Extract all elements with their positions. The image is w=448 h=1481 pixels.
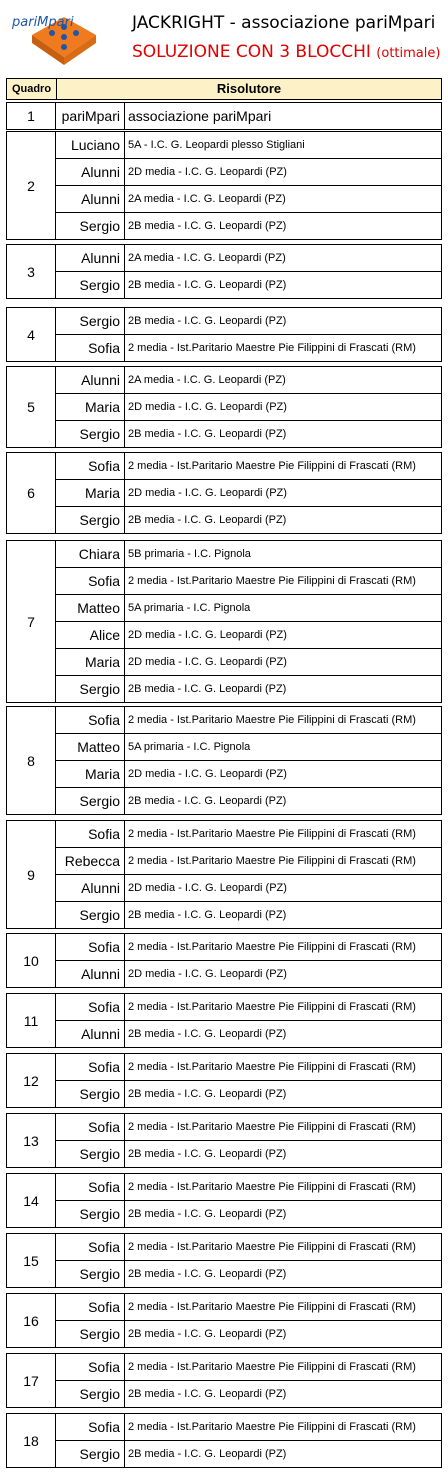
solver-school: 2B media - I.C. G. Leopardi (PZ)	[128, 279, 287, 291]
solver-name: Sergio	[55, 1141, 125, 1168]
quadro-number: 11	[23, 1012, 39, 1029]
quadro-number: 18	[23, 1432, 39, 1449]
quadro-block	[6, 993, 442, 1048]
solver-school: 2B media - I.C. G. Leopardi (PZ)	[128, 428, 287, 440]
table-row	[55, 272, 441, 299]
solver-name: Sofia	[55, 994, 125, 1021]
solver-school: 2B media - I.C. G. Leopardi (PZ)	[128, 1448, 287, 1460]
solver-name: Sergio	[55, 788, 125, 815]
table-row	[55, 1054, 441, 1081]
solver-name: Sofia	[55, 821, 125, 848]
table-row	[55, 335, 441, 362]
header	[6, 5, 442, 74]
quadro-block	[6, 1353, 442, 1408]
solver-name: Sofia	[55, 1054, 125, 1081]
solver-name: Sergio	[55, 507, 125, 534]
table-row	[55, 622, 441, 649]
solver-school: 2 media - Ist.Paritario Maestre Pie Filippini di Frascati (RM)	[125, 1174, 441, 1201]
solver-name: Sergio	[55, 676, 125, 703]
solver-name: Alunni	[55, 961, 125, 988]
solver-school: 2D media - I.C. G. Leopardi (PZ)	[125, 159, 441, 186]
table-row	[55, 848, 441, 875]
table-row	[55, 1321, 441, 1348]
solver-school: 2 media - Ist.Paritario Maestre Pie Filippini di Frascati (RM)	[125, 568, 441, 595]
table-row	[55, 1414, 441, 1441]
quadro-number: 15	[23, 1252, 39, 1269]
solver-name: Sofia	[55, 568, 125, 595]
quadro-block	[6, 820, 442, 929]
solver-name: Matteo	[55, 734, 125, 761]
solver-name: Sergio	[55, 902, 125, 929]
table-row	[55, 902, 441, 929]
table-row	[55, 1201, 441, 1228]
solver-name: Maria	[55, 394, 125, 421]
table-row	[55, 788, 441, 815]
solver-school: 2 media - Ist.Paritario Maestre Pie Filippini di Frascati (RM)	[125, 453, 441, 480]
table-row	[55, 1441, 441, 1468]
quadro-block	[6, 1413, 442, 1468]
solver-name: Alunni	[55, 159, 125, 186]
table-row	[55, 245, 441, 272]
solver-school: 2D media - I.C. G. Leopardi (PZ)	[125, 649, 441, 676]
quadro-number: 16	[23, 1312, 39, 1329]
solver-name: Alunni	[55, 367, 125, 394]
solver-school: 5A primaria - I.C. Pignola	[125, 734, 441, 761]
solver-name: Alunni	[55, 245, 125, 272]
solver-school: 2B media - I.C. G. Leopardi (PZ)	[128, 909, 287, 921]
solver-school: 2 media - Ist.Paritario Maestre Pie Filippini di Frascati (RM)	[125, 994, 441, 1021]
table-row	[55, 1294, 441, 1321]
solver-name: Sofia	[55, 1174, 125, 1201]
solver-school: 2 media - Ist.Paritario Maestre Pie Filippini di Frascati (RM)	[125, 1114, 441, 1141]
col-quadro: Quadro	[7, 79, 57, 99]
solver-school: 2D media - I.C. G. Leopardi (PZ)	[128, 968, 287, 980]
subtitle-note: (ottimale)	[376, 46, 441, 61]
table-row	[55, 734, 441, 761]
page-subtitle	[132, 42, 440, 62]
solver-name: Sofia	[55, 934, 125, 961]
solver-school: 2A media - I.C. G. Leopardi (PZ)	[125, 186, 441, 213]
solver-school: 2B media - I.C. G. Leopardi (PZ)	[128, 1088, 287, 1100]
solver-school: 2 media - Ist.Paritario Maestre Pie Filippini di Frascati (RM)	[125, 821, 441, 848]
solver-name: Alunni	[55, 875, 125, 902]
solver-name: Sergio	[55, 1321, 125, 1348]
solver-school: 2 media - Ist.Paritario Maestre Pie Filippini di Frascati (RM)	[128, 342, 416, 354]
solver-name: Sergio	[55, 1441, 125, 1468]
page-title: JACKRIGHT - associazione pariMpari	[132, 13, 436, 33]
solver-school: 2D media - I.C. G. Leopardi (PZ)	[125, 480, 441, 507]
solver-name: Sergio	[55, 1261, 125, 1288]
quadro-block	[6, 452, 442, 534]
quadro-block	[6, 1173, 442, 1228]
table-row	[55, 421, 441, 448]
quadro-number: 17	[23, 1372, 39, 1389]
solver-name: Sofia	[55, 1294, 125, 1321]
solver-name: Sergio	[55, 213, 125, 240]
quadro-number: 3	[27, 263, 35, 280]
solver-school: 2 media - Ist.Paritario Maestre Pie Filippini di Frascati (RM)	[125, 707, 441, 734]
quadro-block	[6, 706, 442, 815]
table-row	[55, 676, 441, 703]
quadro-block	[6, 1053, 442, 1108]
table-row	[55, 934, 441, 961]
solver-name: Matteo	[55, 595, 125, 622]
quadro-number: 1	[27, 108, 35, 124]
quadro-block	[6, 244, 442, 299]
solver-name: Alice	[55, 622, 125, 649]
table-row	[55, 1081, 441, 1108]
table-row	[55, 1174, 441, 1201]
parimpari-logo	[6, 5, 122, 73]
solver-school: 2B media - I.C. G. Leopardi (PZ)	[125, 308, 441, 335]
solver-school: associazione pariMpari	[128, 108, 272, 124]
table-row	[55, 595, 441, 622]
table-row	[55, 308, 441, 335]
quadro-number: 5	[27, 399, 35, 415]
table-row	[55, 994, 441, 1021]
solver-name: Sergio	[55, 421, 125, 448]
col-risolutore: Risolutore	[216, 81, 282, 96]
solver-name: Rebecca	[55, 848, 125, 875]
solver-school: 2A media - I.C. G. Leopardi (PZ)	[125, 367, 441, 394]
table-row	[55, 132, 441, 159]
table-row	[55, 761, 441, 788]
table-row	[55, 821, 441, 848]
logo-text: pariMpari	[12, 15, 74, 30]
table-row	[55, 1141, 441, 1168]
table-row	[55, 507, 441, 534]
solver-school: 2A media - I.C. G. Leopardi (PZ)	[125, 245, 441, 272]
solver-school: 2 media - Ist.Paritario Maestre Pie Filippini di Frascati (RM)	[125, 1294, 441, 1321]
table-row	[55, 453, 441, 480]
solver-name: Maria	[55, 649, 125, 676]
solver-school: 2D media - I.C. G. Leopardi (PZ)	[125, 622, 441, 649]
table-row	[55, 961, 441, 988]
table-row	[55, 394, 441, 421]
table-row	[55, 541, 441, 568]
solver-name: Maria	[55, 480, 125, 507]
solver-school: 2B media - I.C. G. Leopardi (PZ)	[128, 795, 287, 807]
solver-school: 2B media - I.C. G. Leopardi (PZ)	[128, 1148, 287, 1160]
solver-school: 2B media - I.C. G. Leopardi (PZ)	[128, 514, 287, 526]
quadro-block	[6, 131, 442, 240]
solver-name: Alunni	[55, 1021, 125, 1048]
quadro-block	[6, 102, 442, 130]
table-row	[55, 1114, 441, 1141]
solver-name: Luciano	[55, 132, 125, 159]
table-row	[55, 875, 441, 902]
solver-school: 5B primaria - I.C. Pignola	[125, 541, 441, 568]
quadro-block	[6, 1293, 442, 1348]
table-row	[55, 1381, 441, 1408]
solver-school: 2B media - I.C. G. Leopardi (PZ)	[128, 683, 287, 695]
solver-school: 2B media - I.C. G. Leopardi (PZ)	[128, 1208, 287, 1220]
solver-school: 2 media - Ist.Paritario Maestre Pie Filippini di Frascati (RM)	[125, 934, 441, 961]
solver-school: 2D media - I.C. G. Leopardi (PZ)	[125, 394, 441, 421]
solver-name: Maria	[55, 761, 125, 788]
quadro-number: 14	[23, 1192, 39, 1209]
solver-name: Sergio	[55, 1201, 125, 1228]
solver-school: 5A primaria - I.C. Pignola	[125, 595, 441, 622]
solver-school: 2D media - I.C. G. Leopardi (PZ)	[125, 761, 441, 788]
quadro-number: 10	[23, 952, 39, 969]
table-row	[55, 367, 441, 394]
table-row	[55, 1261, 441, 1288]
quadro-block	[6, 366, 442, 448]
quadro-number: 7	[27, 613, 35, 630]
table-row	[55, 1234, 441, 1261]
solver-school: 2 media - Ist.Paritario Maestre Pie Filippini di Frascati (RM)	[125, 1414, 441, 1441]
solver-name: Chiara	[55, 541, 125, 568]
quadro-number: 4	[27, 326, 35, 343]
solver-school: 2D media - I.C. G. Leopardi (PZ)	[125, 875, 441, 902]
quadro-number: 8	[27, 752, 35, 769]
solver-school: 2 media - Ist.Paritario Maestre Pie Filippini di Frascati (RM)	[125, 1234, 441, 1261]
table-row	[55, 568, 441, 595]
solver-name: Sergio	[55, 308, 125, 335]
quadro-block	[6, 540, 442, 703]
quadro-number: 9	[27, 866, 35, 883]
table-row	[55, 103, 441, 130]
quadro-block	[6, 1233, 442, 1288]
solver-school: 2B media - I.C. G. Leopardi (PZ)	[128, 1328, 287, 1340]
solver-name: Sofia	[55, 707, 125, 734]
quadro-number: 13	[23, 1132, 39, 1149]
solver-name: Sofia	[55, 335, 125, 362]
solver-school: 2B media - I.C. G. Leopardi (PZ)	[128, 1028, 287, 1040]
solver-school: 2B media - I.C. G. Leopardi (PZ)	[128, 1268, 287, 1280]
table-row	[55, 707, 441, 734]
solver-name: Sergio	[55, 1081, 125, 1108]
solver-school: 2 media - Ist.Paritario Maestre Pie Filippini di Frascati (RM)	[125, 848, 441, 875]
quadro-block	[6, 307, 442, 362]
table-row	[55, 1021, 441, 1048]
solver-name: Sergio	[55, 1381, 125, 1408]
quadro-number: 12	[23, 1072, 39, 1089]
table-row	[55, 1354, 441, 1381]
table-row	[55, 159, 441, 186]
solver-name: Sofia	[55, 1234, 125, 1261]
solver-school: 2 media - Ist.Paritario Maestre Pie Filippini di Frascati (RM)	[125, 1354, 441, 1381]
solver-name: Alunni	[55, 186, 125, 213]
quadro-block	[6, 933, 442, 988]
subtitle-main: SOLUZIONE CON 3 BLOCCHI	[132, 42, 371, 62]
table-row	[55, 186, 441, 213]
solver-name: Sofia	[55, 1114, 125, 1141]
solver-name: Sofia	[55, 453, 125, 480]
quadro-block	[6, 1113, 442, 1168]
quadro-number: 2	[27, 177, 35, 194]
solver-name: Sofia	[55, 1354, 125, 1381]
table-row	[55, 649, 441, 676]
table-row	[55, 213, 441, 240]
table-header	[6, 78, 442, 100]
solver-name: Sofia	[55, 1414, 125, 1441]
solver-school: 2 media - Ist.Paritario Maestre Pie Filippini di Frascati (RM)	[125, 1054, 441, 1081]
solver-school: 5A - I.C. G. Leopardi plesso Stigliani	[125, 132, 441, 159]
solver-name: Sergio	[55, 272, 125, 299]
solver-school: 2B media - I.C. G. Leopardi (PZ)	[128, 220, 287, 232]
quadro-number: 6	[27, 485, 35, 501]
solver-school: 2B media - I.C. G. Leopardi (PZ)	[128, 1388, 287, 1400]
table-row	[55, 480, 441, 507]
solver-name: pariMpari	[55, 103, 125, 130]
